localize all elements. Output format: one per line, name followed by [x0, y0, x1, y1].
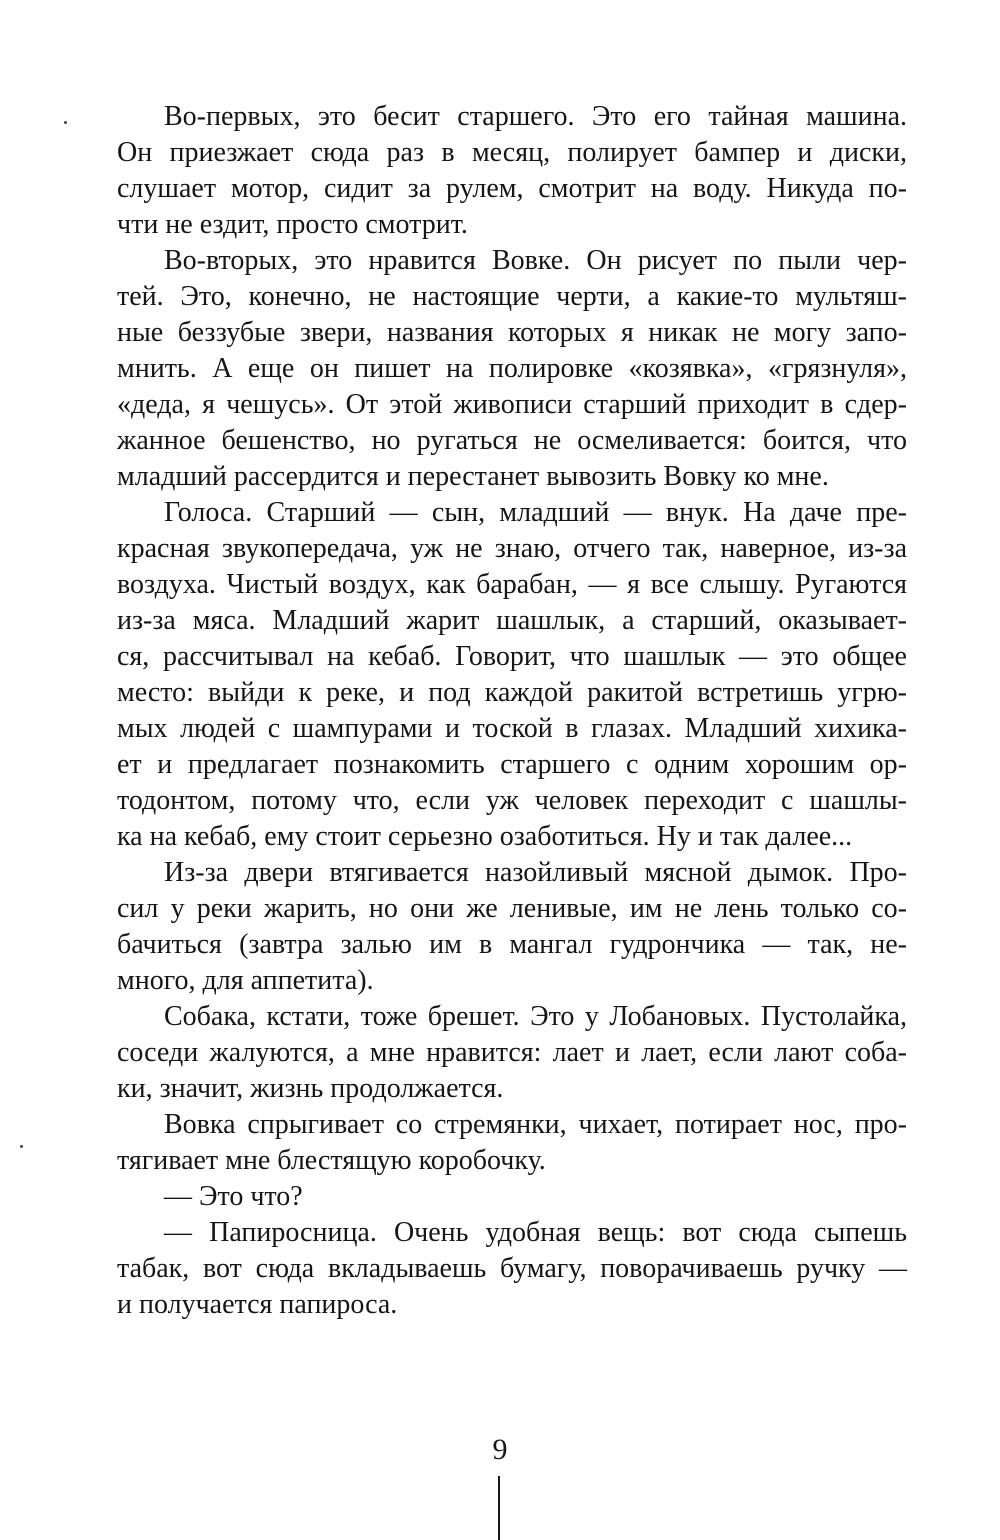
text-line: тягивает мне блестящую коробочку.: [117, 1145, 546, 1176]
text-line: и получается папироса.: [117, 1289, 398, 1320]
body-text: [117, 99, 907, 1323]
text-line: Голоса. Старший — сын, младший — внук. На даче пре-: [164, 497, 907, 528]
text-line: сил у реки жарить, но они же ленивые, им не лень только со-: [117, 893, 907, 924]
text-line: ся, рассчитывал на кебаб. Говорит, что шашлык — это общее: [117, 641, 907, 672]
text-line: место: выйди к реке, и под каждой ракитой встретишь угрю-: [117, 677, 907, 708]
text-line: Во-первых, это бесит старшего. Это его тайная машина.: [164, 101, 907, 132]
page-rule: [498, 1476, 500, 1540]
text-line: ные беззубые звери, названия которых я никак не могу запо-: [117, 317, 907, 348]
page-number: 9: [492, 1433, 508, 1466]
text-line: жанное бешенство, но ругаться не осмеливается: боится, что: [117, 425, 907, 456]
text-line: воздуха. Чистый воздух, как барабан, — я все слышу. Ругаются: [117, 569, 907, 600]
text-line: мых людей с шампурами и тоской в глазах. Младший хихика-: [117, 713, 907, 744]
text-line: Во-вторых, это нравится Вовке. Он рисует по пыли чер-: [164, 245, 907, 276]
text-line: Вовка спрыгивает со стремянки, чихает, потирает нос, про-: [164, 1109, 907, 1140]
text-line: много, для аппетита).: [117, 965, 374, 996]
text-line: табак, вот сюда вкладываешь бумагу, поворачиваешь ручку —: [117, 1253, 907, 1284]
print-speck: [20, 1145, 23, 1148]
text-line: тодонтом, потому что, если уж человек переходит с шашлы-: [117, 785, 907, 816]
text-line: ки, значит, жизнь продолжается.: [117, 1073, 504, 1104]
text-line: ка на кебаб, ему стоит серьезно озаботиться. Ну и так далее...: [117, 821, 853, 852]
text-line: бачиться (завтра залью им в мангал гудрончика — так, не-: [117, 929, 907, 960]
text-line: младший рассердится и перестанет вывозить Вовку ко мне.: [117, 461, 829, 492]
text-line: Собака, кстати, тоже брешет. Это у Лобановых. Пустолайка,: [164, 1001, 907, 1032]
text-line: красная звукопередача, уж не знаю, отчего так, наверное, из-за: [117, 533, 907, 564]
text-line: соседи жалуются, а мне нравится: лает и лает, если лают соба-: [117, 1037, 907, 1068]
text-line: Он приезжает сюда раз в месяц, полирует бампер и диски,: [117, 137, 907, 168]
dialogue-line: — Это что?: [164, 1181, 303, 1212]
text-line: мнить. А еще он пишет на полировке «козявка», «грязнуля»,: [117, 353, 907, 384]
print-speck: [64, 121, 67, 124]
text-line: из-за мяса. Младший жарит шашлык, а старший, оказывает-: [117, 605, 907, 636]
text-line: слушает мотор, сидит за рулем, смотрит на воду. Никуда по-: [117, 173, 907, 204]
text-line: «деда, я чешусь». От этой живописи старший приходит в сдер-: [117, 389, 907, 420]
text-line: тей. Это, конечно, не настоящие черти, а какие-то мультяш-: [117, 281, 907, 312]
dialogue-line: — Папиросница. Очень удобная вещь: вот сюда сыпешь: [164, 1217, 907, 1248]
text-line: чти не ездит, просто смотрит.: [117, 209, 468, 240]
text-line: Из-за двери втягивается назойливый мясной дымок. Про-: [164, 857, 907, 888]
text-line: ет и предлагает познакомить старшего с одним хорошим ор-: [117, 749, 907, 780]
